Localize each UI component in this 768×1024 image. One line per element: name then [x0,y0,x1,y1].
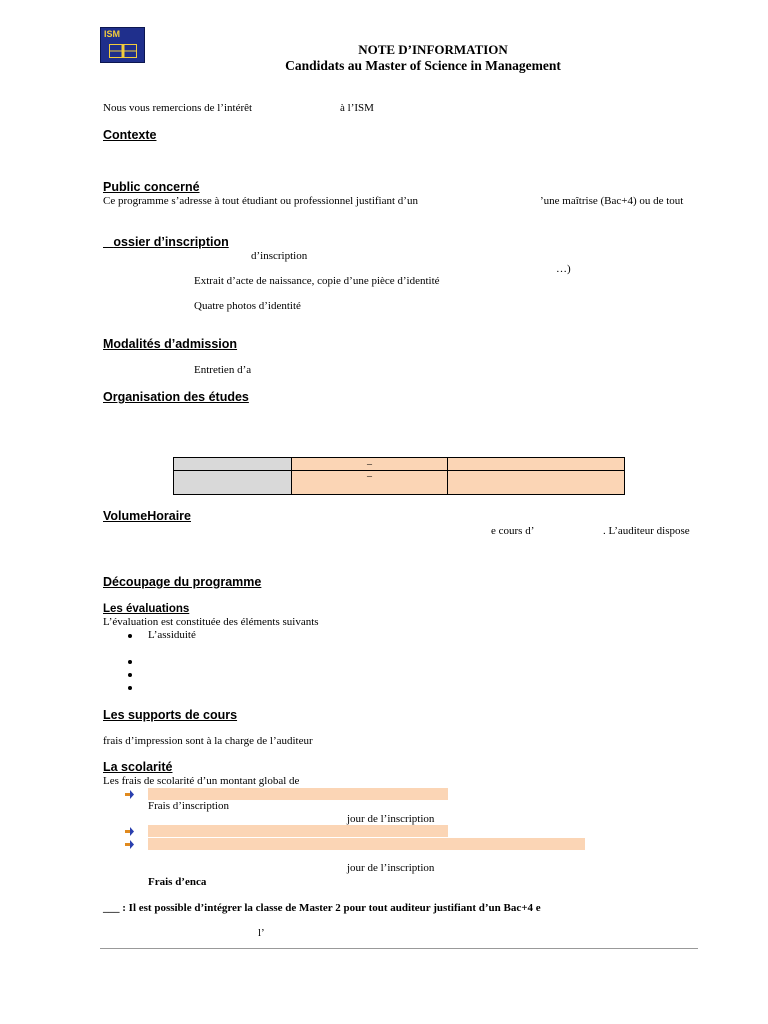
note-line [103,902,541,914]
dossier-line-3: Extrait d’acte de naissance, copie d’une pièce d’identité [194,275,440,287]
supports-line-1: frais d’impression sont à la charge de l’auditeur [103,735,313,747]
heading-scolarite: La scolarité [103,760,173,774]
table-row [174,471,625,495]
heading-dossier-label: ossier d’inscription [113,235,229,249]
table-cell: – [292,471,448,495]
heading-dossier-inscription [103,235,229,249]
note-text: : Il est possible d’intégrer la classe de Master 2 pour tout auditeur justifiant d’un Bac+4 e [122,902,541,914]
public-text-right: ’une maîtrise (Bac+4) ou de tout [540,195,684,207]
frais-encaissement: Frais d’enca [148,876,207,888]
volume-text-mid: e cours d’ [491,525,535,537]
note-trailing: l’ [258,927,265,939]
bullet-dot-icon [128,686,132,690]
arrow-bullet-icon [125,840,134,849]
public-text-left: Ce programme s’adresse à tout étudiant ou professionnel justifiant d’un [103,195,418,207]
intro-text-part2: à l’ISM [340,102,374,114]
bullet-dot-icon [128,660,132,664]
dossier-line-1: d’inscription [251,250,308,262]
table-cell: – [292,458,448,471]
ism-logo [100,27,145,63]
highlight-bar [148,838,585,850]
heading-public-concerne: Public concerné [103,180,200,194]
table-cell [174,458,292,471]
heading-volume-horaire: VolumeHoraire [103,509,191,523]
highlight-bar [148,788,448,800]
volume-text-right: . L’auditeur dispose [603,525,690,537]
table-cell [174,471,292,495]
bullet-dot-icon [128,634,132,638]
heading-decoupage-programme: Découpage du programme [103,575,262,589]
table-cell [448,458,625,471]
logo-text: ISM [104,29,121,39]
arrow-bullet-icon [125,790,134,799]
heading-organisation-etudes: Organisation des études [103,390,249,404]
heading-contexte: Contexte [103,128,157,142]
page-subtitle: Candidats au Master of Science in Management [285,58,561,73]
arrow-bullet-icon [125,827,134,836]
jour-inscription-2: jour de l’inscription [347,862,435,874]
admission-line-1: Entretien d’a [194,364,252,376]
heading-modalites-admission: Modalités d’admission [103,337,238,351]
heading-evaluations: Les évaluations [103,603,190,615]
dossier-line-4: Quatre photos d’identité [194,300,301,312]
footer-divider [100,948,698,949]
logo-building-icon [109,44,137,58]
dossier-line-2: …) [556,263,571,275]
scolarite-line-1: Les frais de scolarité d’un montant global de [103,775,300,787]
heading-supports-cours: Les supports de cours [103,708,238,722]
organisation-table [173,457,625,495]
highlight-bar [148,825,448,837]
evaluations-intro: L’évaluation est constituée des éléments suivants [103,616,319,628]
intro-text-part1: Nous vous remercions de l’intérêt [103,102,253,114]
frais-inscription: Frais d’inscription [148,800,229,812]
table-row [174,458,625,471]
note-prefix: ___ [103,902,120,914]
evaluation-item: L’assiduité [148,629,196,641]
table-cell [448,471,625,495]
page-title: NOTE D’INFORMATION [358,42,508,57]
jour-inscription-1: jour de l’inscription [347,813,435,825]
bullet-dot-icon [128,673,132,677]
